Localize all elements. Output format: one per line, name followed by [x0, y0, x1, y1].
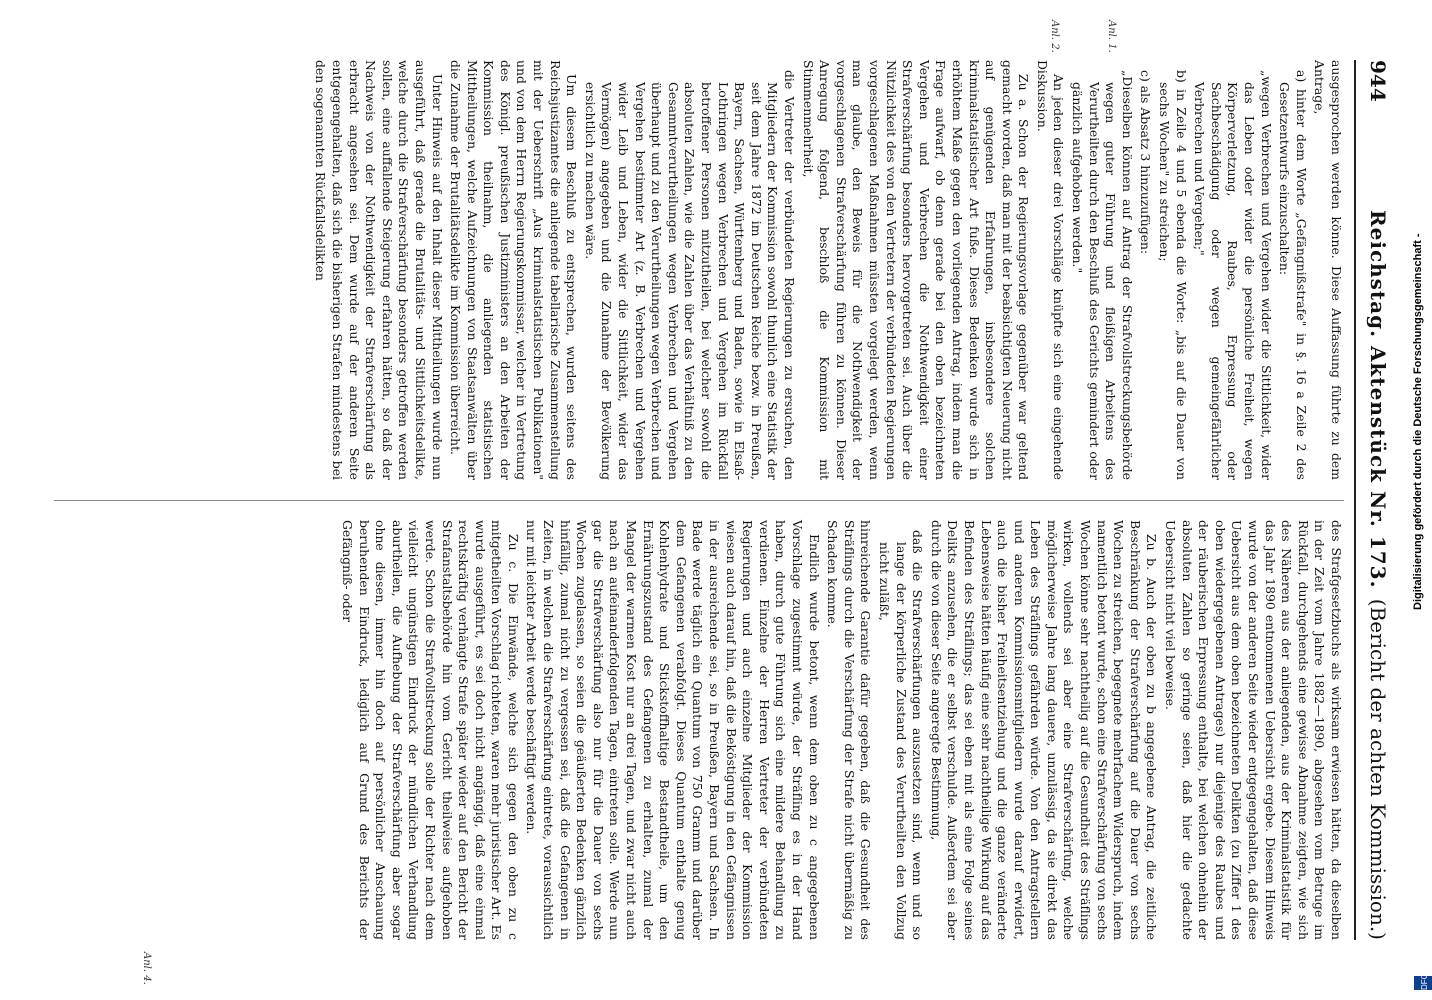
dfg-logo: DFG [1414, 976, 1432, 990]
margin-note: Anl. 1. [1106, 20, 1117, 53]
margin-note: Anl. 4. [141, 952, 152, 985]
paragraph: Zu c. Die Einwände, welche sich gegen den oben zu c mitgetheilten Vorschlag richteten, waren mehr juristischer Art. Es wurde ausgeführt, es sei doch nicht angängig, daß eine einmal rechtskräftig verhängte Strafe später wieder auf den Bericht der Strafanstaltsbehörde hin vom Gericht theilweise aufgehoben werde. Schon die Strafvollstreckung solle der Richter nach dem vielleicht ungünstigen Eindruck der mündlichen Verhandlung aburtheilen, die Aufhebung der Strafverschärfung aber sogar ohne diesen, immer hin doch auf persönlicher Anschauung beruhenden Eindruck, lediglich auf Grund des Berichts der Gefängniß- oder [339, 520, 521, 940]
page-title: Reichstag. Aktenstück Nr. 173. [1366, 210, 1390, 589]
paragraph: die Vertreter der verbündeten Regierungen zu ersuchen, den Mitgliedern der Kommission sowohl thunlich eine Statistik der seit dem Jahre 1872 im Deutschen Reiche bezw. in Preußen, Bayern, Sachsen, Württemberg und Baden, sowie in Elsaß-Lothringen wegen Verbrechen und Vergehen im Rückfall betroffener Personen mitzutheilen, bei welcher sowohl die absoluten Zahlen, wie die Zahlen über das Verhältniß zu den Gesammtverurtheilungen wegen Verbrechen und Vergehen überhaupt und zu den Verurtheilungen wegen Verbrechen und Vergehen bestimmter Art (z. B. Verbrechen und Vergehen wider Leib und Leben, wider die Sittlichkeit, wider das Vermögen) angegeben und die Zunahme der Bevölkerung ersichtlich zu machen wäre. [582, 70, 797, 480]
paragraph: „wegen Verbrechen und Vergehen wider die Sittlichkeit, wider das Leben oder wider die persönliche Freiheit, wegen Körperverletzung, Raubes, Erpressung oder Sachbeschädigung oder wegen gemeingefährlicher Verbrechen und Vergehen;" [1192, 70, 1274, 480]
paragraph: Um diesem Beschluß zu entsprechen, wurden seitens des Reichsjustizamtes die anliegende tabellarische Zusammenstellung mit der Ueberschrift „Aus kriminalstatistischen Publikationen" und von dem Herrn Regierungskommissar, welcher in Vertretung des Königl. preußischen Justizministers an den Arbeiten der Kommission theilnahm, die anliegenden statistischen Mittheilungen, welche Aufzeichnungen von Staatsanwälten über die Zunahme der Brutalitätsdelikte im Kommission überreicht. [448, 60, 580, 480]
left-text-column [310, 60, 1344, 480]
paragraph: b) in Zeile 4 und 5 ebenda die Worte: „bis auf die Dauer von sechs Wochen" zu streichen; [1157, 70, 1189, 480]
margin-note: Anl. 2. [1049, 20, 1060, 53]
right-text-column [336, 520, 1344, 940]
paragraph: Unter Hinweis auf den Inhalt dieser Mittheilungen wurde nun ausgeführt, daß gerade die Brutalitäts- und Sittlichkeitsdelikte, welche durch die Strafverschärfung besonders getroffen werden sollen, eine auffallende Steigerung erfahren hätten, so daß der Nachweis von der Nothwendigkeit der Strafverschärfung als erbracht angesehen sei. Dem wurde auf der anderen Seite entgegengehalten, daß sich die bisherigen Strafen mindestens bei den sogenannten Rückfallsdelikten [313, 60, 445, 480]
paragraph: Zu b. Auch der oben zu b angegebene Antrag, die zeitliche Beschränkung der Strafverschärfung auf die Dauer von sechs Wochen zu streichen, begegnete mehrfachem Widerspruch, indem namentlich betont wurde, schon eine Strafverschärfung von sechs Wochen könne sehr nachtheilig auf die Gesundheit des Sträflings wirken, vollends sei aber eine Strafverschärfung, welche möglicherweise Jahre lang dauere, unzulässig, da sie direkt das Leben des Sträflings gefährden würde. Von den Antragstellern und anderen Kommissionsmitgliedern wurde darauf erwidert, auch die bisher Freiheitsentziehung und die ganze veränderte Lebensweise hätten häufig eine sehr nachtheilige Wirkung auf das Befinden des Sträflings; das sei eben mit als eine Folge seines Delikts anzusehen, die er selbst verschulde. Außerdem sei aber durch die von dieser Seite angeregte Bestimmung, [928, 520, 1160, 940]
paragraph: „Dieselben können auf Antrag der Strafvollstreckungsbehörde wegen guter Führung und fleißigen Arbeitens des Verurtheilten durch den Beschluß des Gerichts gemindert oder gänzlich aufgehoben werden." [1070, 70, 1135, 480]
page-number: 944 [1366, 60, 1390, 102]
digitization-credit: Digitalisierung gefördert durch die Deutsche Forschungsgemeinschaft - [1412, 233, 1424, 610]
paragraph: daß die Strafverschärfungen auszusetzen sind, wenn und so lange der körperliche Zustand des Verurtheilten den Vollzug nicht zuläßt, [876, 530, 926, 940]
paragraph: a) hinter dem Worte „Gefängnißstrafe" in §. 16 a Zeile 2 des Gesetzentwurfs einzuschalten: [1277, 70, 1309, 480]
paragraph: c) als Absatz 3 hinzuzufügen: [1138, 70, 1154, 255]
paragraph: An jeden dieser drei Vorschläge knüpfte sich eine eingehende Diskussion. [1034, 60, 1067, 480]
page-header [1354, 60, 1392, 940]
paragraph: ausgesprochen werden könne. Diese Auffassung führte zu dem Antrage, [1312, 60, 1344, 480]
paragraph: des Strafgesetzbuchs als wirksam erwiesen hätten, da dieselben in der Zeit vom Jahre 1882—1890, abgesehen vom Betruge im Rückfall, durchgehends eine gewisse Abnahme zeigten, wie sich des Näheren aus der anliegenden, aus der Kriminalstatistik für das Jahr 1890 entnommenen Uebersicht ergebe. Diesem Hinweis wurde von der anderen Seite wieder entgegengehalten, daß diese Uebersicht aus dem oben bezeichneten Delikten (zu Ziffer 1 des oben wiedergegebenen Antrages) nur diejenige des Raubes und der räuberischen Erpressung enthalte, bei welchen ohnehin der absoluten Zahlen so geringe seien, daß hier die gedachte Uebersicht nicht viel beweise. [1163, 520, 1344, 940]
paragraph: hinreichende Garantie dafür gegeben, daß die Gesundheit des Sträflings durch die Verschärfung der Strafe nicht übermäßig zu Schaden komme. [825, 520, 874, 940]
column-divider [54, 500, 1344, 501]
paragraph: Endlich wurde betont, wenn dem oben zu c angegebenen Vorschlage zugestimmt würde, der Sträfling es in der Hand haben, durch gute Führung sich eine mildere Behandlung zu verdienen. Einzelne der Herren Vertreter der verbündeten Regierungen und auch einzelne Mitglieder der Kommission wiesen auch darauf hin, daß die Beköstigung in den Gefängnissen in der ausreichende sei, so in Preußen, Bayern und Sachsen. In Bade werde täglich ein Quantum von 750 Gramm und darüber dem Gefangenen verabfolgt. Dieses Quantum enthalte genug Kohlenhydrate und Stickstoffhaltige Bestandtheile, um den Ernährungszustand des Gefangenen zu erhalten, zumal der Mangel der warmen Kost nur an drei Tagen, und zwar nicht auch nach an aufeinanderfolgenden Tagen, eintreten solle. Werde nun gar die Strafverschärfung also nur für die Dauer von sechs Wochen zugelassen, so seien die geäußerten Bedenken gänzlich hinfällig, zumal nicht zu vergessen sei, daß die Gefangenen in Zeiten, in welchen die Strafverschärfung eintrete, voraussichtlich nur mit leichter Arbeit werde beschäftigt werden. [524, 520, 822, 940]
paragraph: Zu a. Schon der Regierungsvorlage gegenüber war geltend gemacht worden, daß man mit der beabsichtigten Neuerung nicht auf genügenden Erfahrungen, insbesondere solchen kriminalstatistischer Art fuße. Dieses Bedenken wurde sich in erhöhtem Maße gegen den vorliegenden Antrag, indem man die Frage aufwarf, ob denn gerade bei den oben bezeichneten Vergehen und Verbrechen die Nothwendigkeit einer Strafverschärfung besonders hervorgetreten sei. Auch über die Nützlichkeit des von den Vertretern der verbündeten Regierungen vorgeschlagenen Maßnahmen müssten vorgelegt werden, wenn man glaube, den Beweis für die Nothwendigkeit der vorgeschlagenen Strafverschärfung führen zu können. Dieser Anregung folgend, beschloß die Kommission mit Stimmenmehrheit, [800, 60, 1032, 480]
page-subtitle: (Bericht der achten Kommission.) [1366, 598, 1390, 940]
